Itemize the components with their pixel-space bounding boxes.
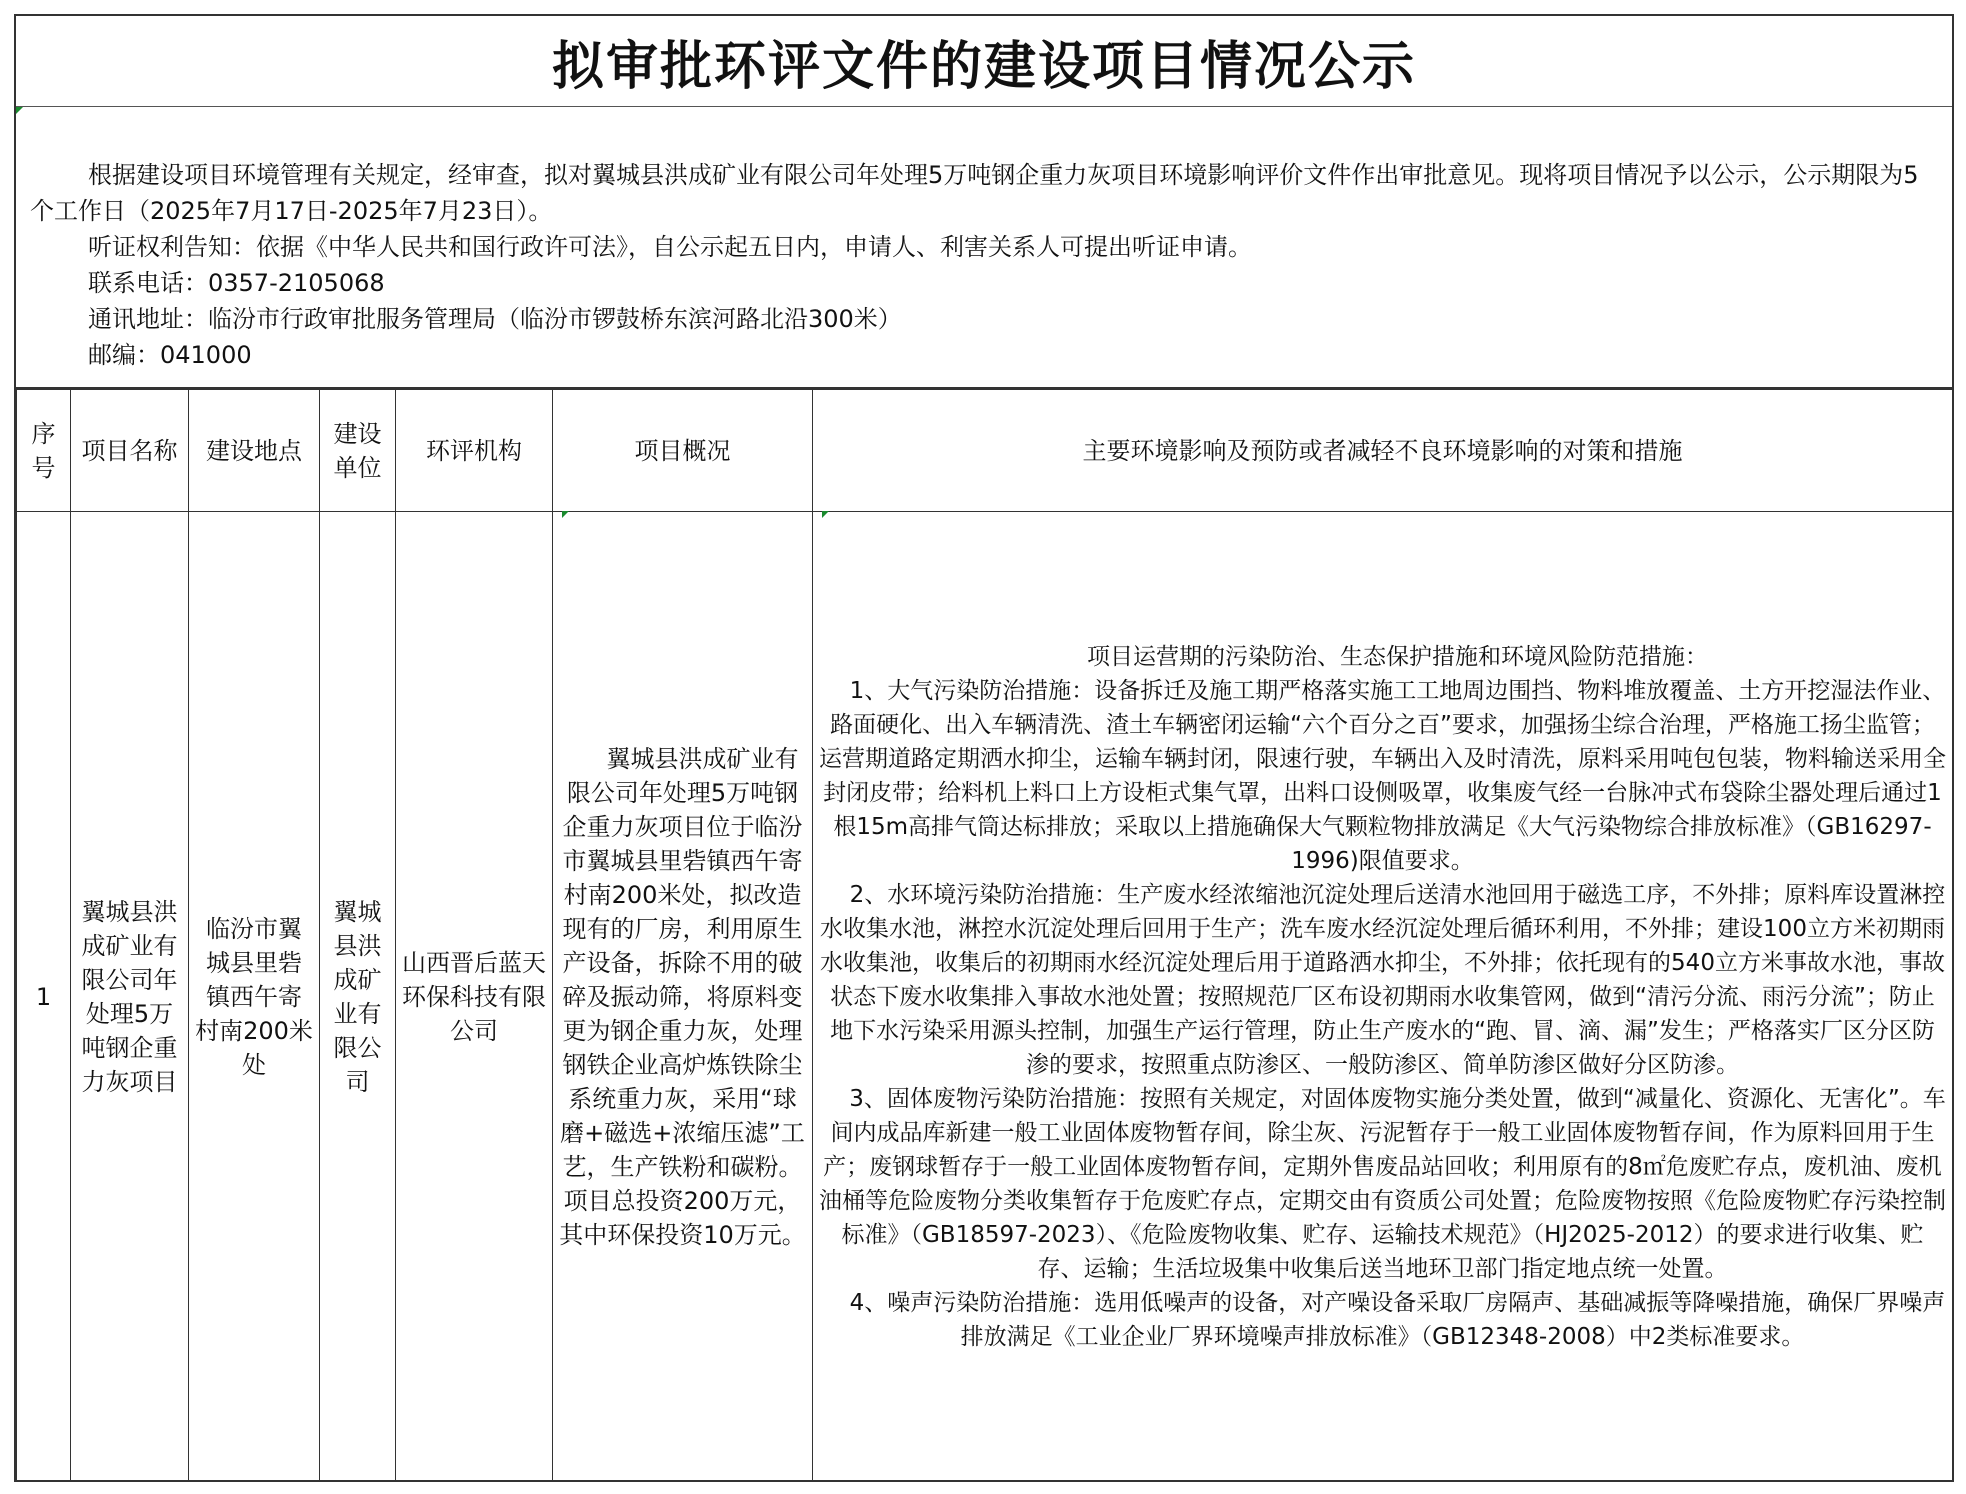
header-overview: 项目概况 — [553, 390, 813, 512]
measures-noise: 4、噪声污染防治措施：选用低噪声的设备，对产噪设备采取厂房隔声、基础减振等降噪措施，确保厂界噪声排放满足《工业企业厂界环境噪声排放标准》（GB12348-2008）中2类标准要求。 — [849, 1289, 1946, 1350]
notice-intro: 根据建设项目环境管理有关规定，经审查，拟对翼城县洪成矿业有限公司年处理5万吨钢企重力灰项目环境影响评价文件作出审批意见。现将项目情况予以公示，公示期限为5个工作日（2025年7月17日-2025年7月23日）。 — [30, 161, 1919, 225]
table-row — [17, 512, 1953, 1482]
header-seq: 序号 — [17, 390, 71, 512]
title-row — [16, 16, 1952, 107]
notice-phone: 联系电话：0357-2105068 — [88, 269, 385, 297]
overview-text: 翼城县洪成矿业有限公司年处理5万吨钢企重力灰项目位于临汾市翼城县里砦镇西午寄村南200米处，拟改造现有的厂房，利用原生产设备，拆除不用的破碎及振动筛，将原料变更为钢企重力灰，处理钢铁企业高炉炼铁除尘系统重力灰，采用“球磨+磁选+浓缩压滤”工艺，生产铁粉和碳粉。项目总投资200万元，其中环保投资10万元。 — [559, 744, 806, 1249]
notice-sheet — [14, 14, 1954, 1482]
notice-block — [16, 107, 1952, 389]
measures-water: 2、水环境污染防治措施：生产废水经浓缩池沉淀处理后送清水池回用于磁选工序，不外排；原料库设置淋控水收集水池，淋控水沉淀处理后回用于生产；洗车废水经沉淀处理后循环利用，不外排；建设100立方米初期雨水收集池，收集后的初期雨水经沉淀处理后用于道路洒水抑尘，不外排；依托现有的540立方米事故水池，事故状态下废水收集排入事故水池处置；按照规范厂区布设初期雨水收集管网，做到“清污分流、雨污分流”；防止地下水污染采用源头控制，加强生产运行管理，防止生产废水的“跑、冒、滴、漏”发生；严格落实厂区分区防渗的要求，按照重点防渗区、一般防渗区、简单防渗区做好分区防渗。 — [820, 881, 1946, 1078]
cell-marker-icon — [562, 511, 569, 518]
notice-address: 通讯地址：临汾市行政审批服务管理局（临汾市锣鼓桥东滨河路北沿300米） — [88, 305, 902, 333]
measures-intro: 项目运营期的污染防治、生态保护措施和环境风险防范措施： — [1087, 643, 1708, 670]
measures-air: 1、大气污染防治措施：设备拆迁及施工期严格落实施工工地周边围挡、物料堆放覆盖、土方开挖湿法作业、路面硬化、出入车辆清洗、渣土车辆密闭运输“六个百分之百”要求，加强扬尘综合治理，严格施工扬尘监管；运营期道路定期洒水抑尘，运输车辆封闭，限速行驶，车辆出入及时清洗，原料采用吨包包装，物料输送采用全封闭皮带；给料机上料口上方设柜式集气罩，出料口设侧吸罩，收集废气经一台脉冲式布袋除尘器处理后通过1根15m高排气筒达标排放；采取以上措施确保大气颗粒物排放满足《大气污染物综合排放标准》（GB16297-1996)限值要求。 — [819, 677, 1946, 874]
cell-marker-icon — [822, 511, 829, 518]
notice-postcode: 邮编：041000 — [88, 341, 252, 369]
measures-solid-waste: 3、固体废物污染防治措施：按照有关规定，对固体废物实施分类处置，做到“减量化、资源化、无害化”。车间内成品库新建一般工业固体废物暂存间，除尘灰、污泥暂存于一般工业固体废物暂存间，作为原料回用于生产；废钢球暂存于一般工业固体废物暂存间，定期外售废品站回收；利用原有的8㎡危废贮存点，废机油、废机油桶等危险废物分类收集暂存于危废贮存点，定期交由有资质公司处置；危险废物按照《危险废物贮存污染控制标准》（GB18597-2023）、《危险废物收集、贮存、运输技术规范》（HJ2025-2012）的要求进行收集、贮存、运输；生活垃圾集中收集后送当地环卫部门指定地点统一处置。 — [819, 1085, 1946, 1282]
cell-overview — [553, 512, 813, 1482]
header-name: 项目名称 — [71, 390, 189, 512]
header-measures: 主要环境影响及预防或者减轻不良环境影响的对策和措施 — [813, 390, 1953, 512]
header-agency: 环评机构 — [396, 390, 553, 512]
cell-seq: 1 — [17, 512, 71, 1482]
header-location: 建设地点 — [189, 390, 320, 512]
cell-measures — [813, 512, 1953, 1482]
cell-agency: 山西晋后蓝天环保科技有限公司 — [396, 512, 553, 1482]
page-title: 拟审批环评文件的建设项目情况公示 — [551, 35, 1416, 97]
cell-unit: 翼城县洪成矿业有限公司 — [320, 512, 396, 1482]
notice-hearing: 听证权利告知：依据《中华人民共和国行政许可法》，自公示起五日内，申请人、利害关系人可提出听证申请。 — [88, 233, 1252, 261]
cell-name: 翼城县洪成矿业有限公司年处理5万吨钢企重力灰项目 — [71, 512, 189, 1482]
table-header-row — [17, 390, 1953, 512]
header-unit: 建设单位 — [320, 390, 396, 512]
cell-location: 临汾市翼城县里砦镇西午寄村南200米处 — [189, 512, 320, 1482]
project-table — [16, 389, 1953, 1482]
